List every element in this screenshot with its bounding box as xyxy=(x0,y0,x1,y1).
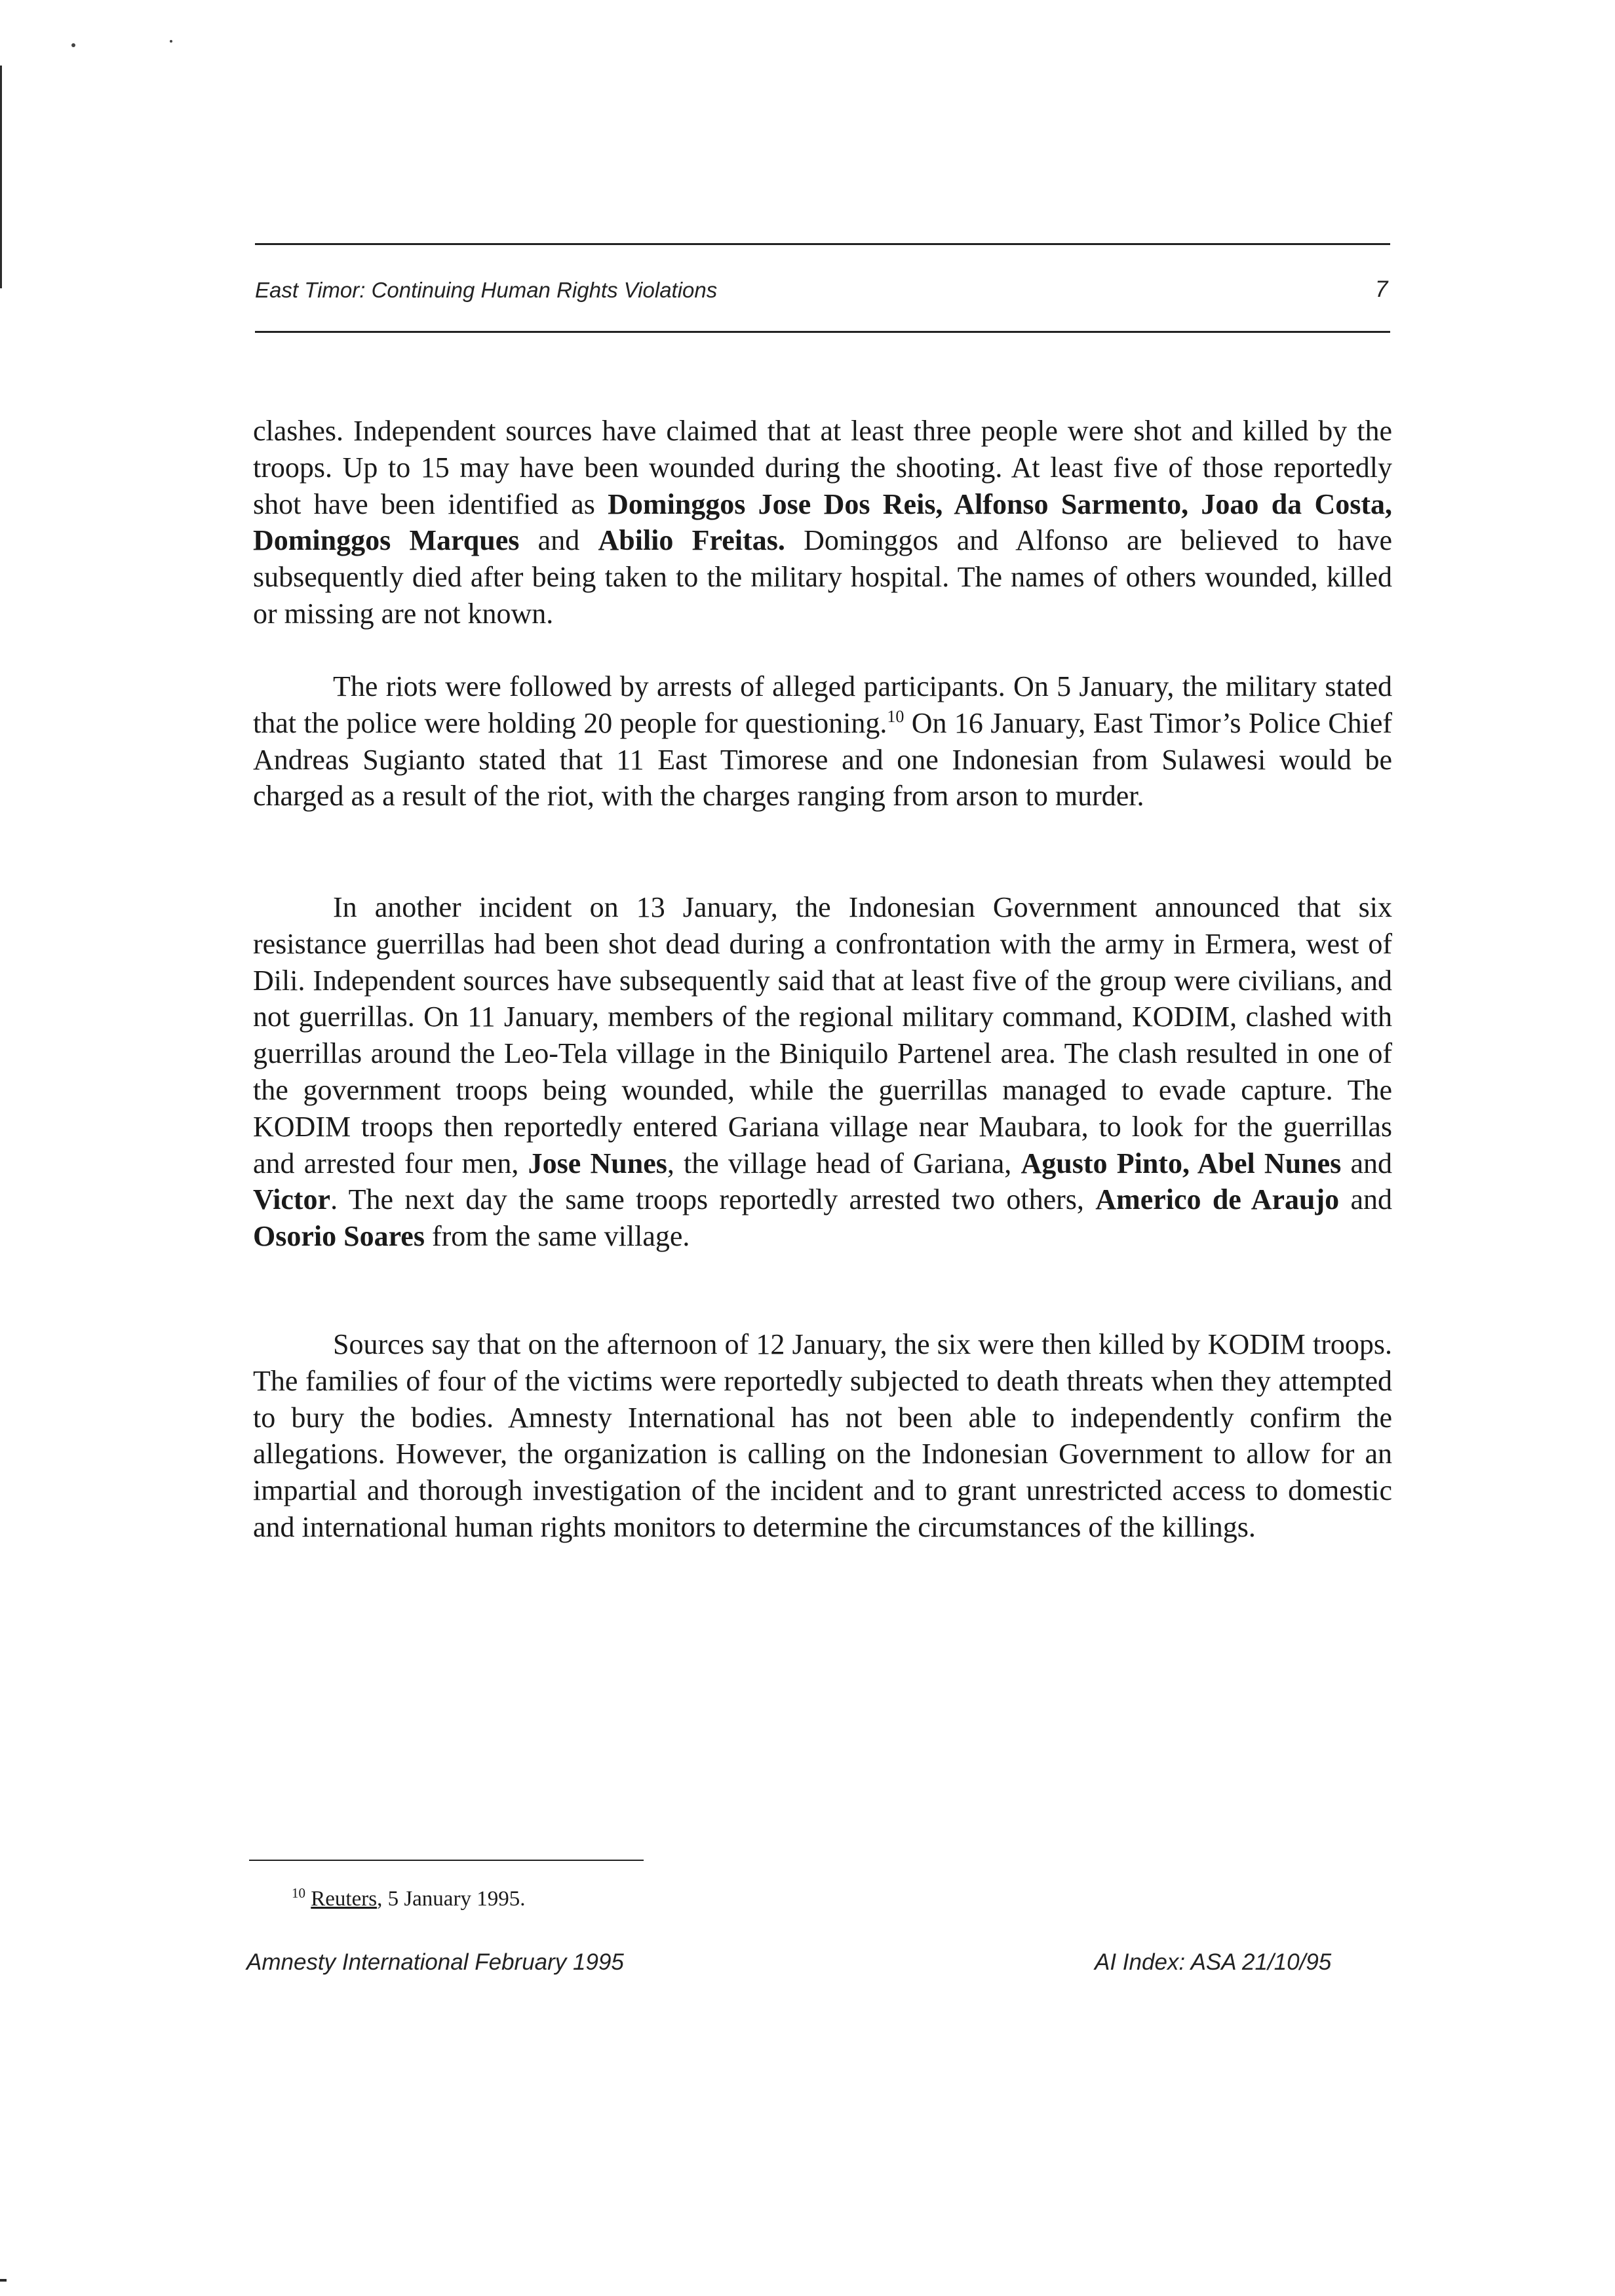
bold-name: Osorio Soares xyxy=(253,1220,425,1253)
header-top-rule xyxy=(255,243,1390,245)
footnote-date: , 5 January 1995. xyxy=(377,1887,526,1911)
bold-name: Abilio Freitas. xyxy=(598,524,785,557)
scan-speck xyxy=(170,40,172,43)
footnote-source: Reuters xyxy=(311,1887,378,1911)
footer-ai-index: AI Index: ASA 21/10/95 xyxy=(1095,1949,1332,1975)
footnote-marker: 10 xyxy=(292,1885,305,1901)
bold-name: Jose Nunes xyxy=(528,1147,667,1179)
text-segment: and xyxy=(1341,1147,1393,1179)
scan-speck xyxy=(71,43,75,47)
body-paragraph-1 xyxy=(253,413,1392,632)
text-segment: The riots were followed by arrests of alleged participants. On 5 January, the military stated that the police were holding 20 people for questioning. xyxy=(253,670,1392,739)
header-bottom-rule xyxy=(255,331,1390,333)
text-segment: Sources say that on the afternoon of 12 January, the six were then killed by KODIM troops. The families of four of the victims were reportedly subjected to death threats when they attempted to bury the bodies. Amnesty International has not been able to independently confirm the allegations. However, the organization is calling on the Indonesian Government to allow for an impartial and thorough investigation of the incident and to grant unrestricted access to domestic and international human rights monitors to determine the circumstances of the killings. xyxy=(253,1328,1392,1543)
body-paragraph-3 xyxy=(253,889,1392,1255)
footnote-reference: 10 xyxy=(887,706,905,726)
text-segment: clashes. Independent sources have claimed that at least three people were shot and killed by the troops. Up to 15 may have been wounded during the shooting. At least five of those reportedly shot have been identified as xyxy=(253,415,1392,520)
text-segment: and xyxy=(1339,1183,1393,1216)
footnote xyxy=(292,1887,525,1911)
footnote-rule xyxy=(249,1860,644,1861)
bold-name: Dominggos Jose Dos Reis, Alfonso Sarmento, Joao da Costa, Dominggos Marques xyxy=(253,488,1392,557)
scan-edge-left-top xyxy=(0,66,2,288)
body-paragraph-2 xyxy=(253,668,1392,814)
page-number: 7 xyxy=(1375,277,1388,302)
body-paragraph-4 xyxy=(253,1326,1392,1546)
bold-name: Americo de Araujo xyxy=(1095,1183,1340,1216)
text-segment: and xyxy=(519,524,598,557)
bold-name: Victor xyxy=(253,1183,331,1216)
text-segment: Dominggos and Alfonso are believed to have subsequently died after being taken to the military hospital. The names of others wounded, killed or missing are not known. xyxy=(253,524,1393,630)
footer-publisher-date: Amnesty International February 1995 xyxy=(246,1949,624,1975)
scan-edge-left-bottom xyxy=(0,2279,7,2282)
text-segment: . The next day the same troops reportedly arrested two others, xyxy=(330,1183,1096,1216)
text-segment: In another incident on 13 January, the Indonesian Government announced that six resistance guerrillas had been shot dead during a confrontation with the army in Ermera, west of Dili. Independent sources have subsequently said that at least five of the group were civilians, and not guerrillas. On 11 January, members of the regional military command, KODIM, clashed with guerrillas around the Leo-Tela village in the Biniquilo Partenel area. The clash resulted in one of the government troops being wounded, while the guerrillas managed to evade capture. The KODIM troops then reportedly entered Gariana village near Maubara, to look for the guerrillas and arrested four men, xyxy=(253,891,1392,1179)
running-header-title: East Timor: Continuing Human Rights Violations xyxy=(255,278,718,302)
text-segment: On 16 January, East Timor’s Police Chief Andreas Sugianto stated that 11 East Timorese and one Indonesian from Sulawesi would be charged as a result of the riot, with the charges ranging from arson to murder. xyxy=(253,706,1393,813)
bold-name: Agusto Pinto, Abel Nunes xyxy=(1021,1147,1342,1179)
text-segment: from the same village. xyxy=(424,1220,690,1253)
text-segment: , the village head of Gariana, xyxy=(667,1147,1021,1179)
